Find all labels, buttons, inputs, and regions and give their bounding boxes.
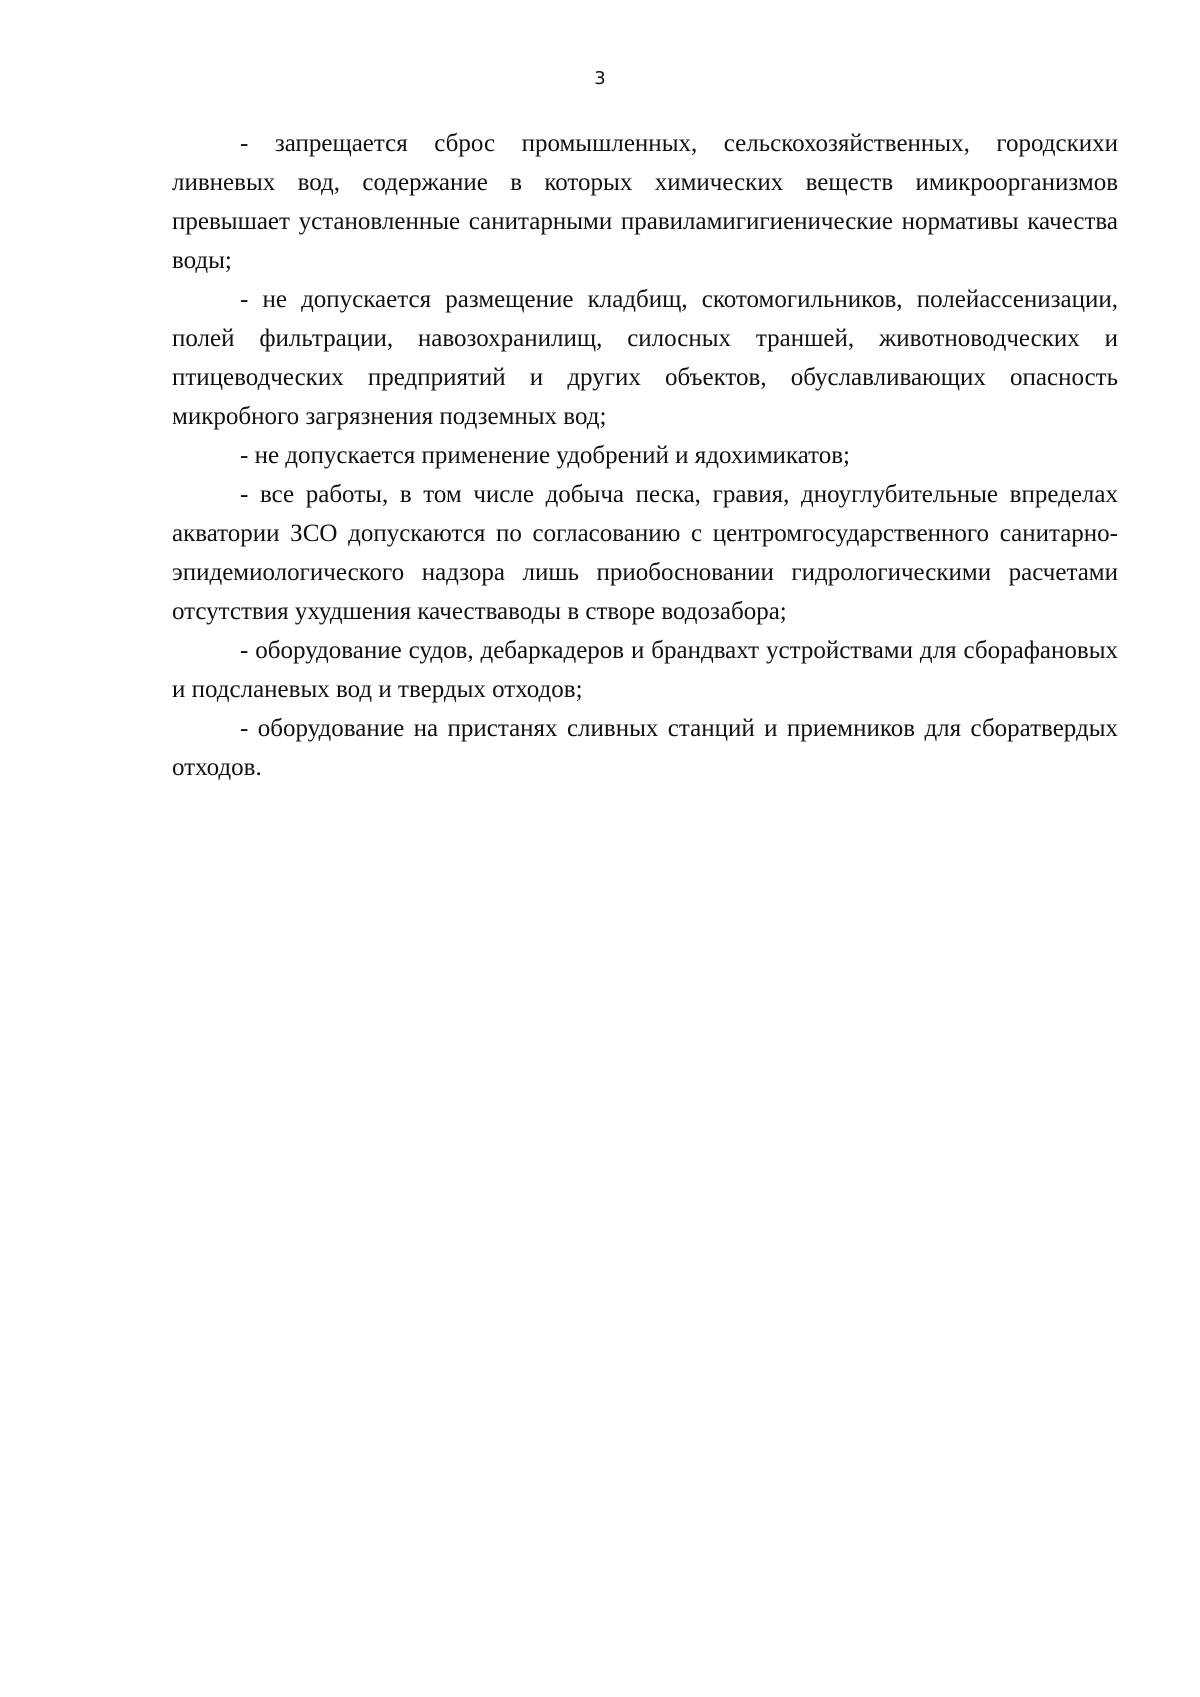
paragraph-pier-equipment: - оборудование на пристанях сливных станций и приемников для сборатвердых отходов. (172, 715, 1118, 781)
paragraph-works-approval: - все работы, в том числе добыча песка, гравия, дноуглубительные впределах акватории ЗСО допускаются по согласованию с центромгосударственного санитарно-эпидемиологического надзора лишь приобосновании гидрологическими расчетами отсутствия ухудшения качестваводы в створе водозабора; (172, 481, 1118, 625)
paragraph-fertilizer-prohibition: - не допускается применение удобрений и ядохимикатов; (240, 442, 850, 469)
paragraph-discharge-prohibition: - запрещается сброс промышленных, сельскохозяйственных, городскихи ливневых вод, содержание в которых химических веществ имикроорганизмов превышает установленные санитарными правиламигигиенические нормативы качества воды; (172, 130, 1118, 274)
document-body (172, 124, 1118, 787)
page-number: 3 (594, 68, 606, 89)
paragraph-vessel-equipment: - оборудование судов, дебаркадеров и брандвахт устройствами для сборафановых и подсланевых вод и твердых отходов; (172, 637, 1118, 703)
paragraph-placement-prohibition: - не допускается размещение кладбищ, скотомогильников, полейассенизации, полей фильтрации, навозохранилищ, силосных траншей, животноводческих и птицеводческих предприятий и других объектов, обуславливающих опасность микробного загрязнения подземных вод; (172, 286, 1118, 430)
